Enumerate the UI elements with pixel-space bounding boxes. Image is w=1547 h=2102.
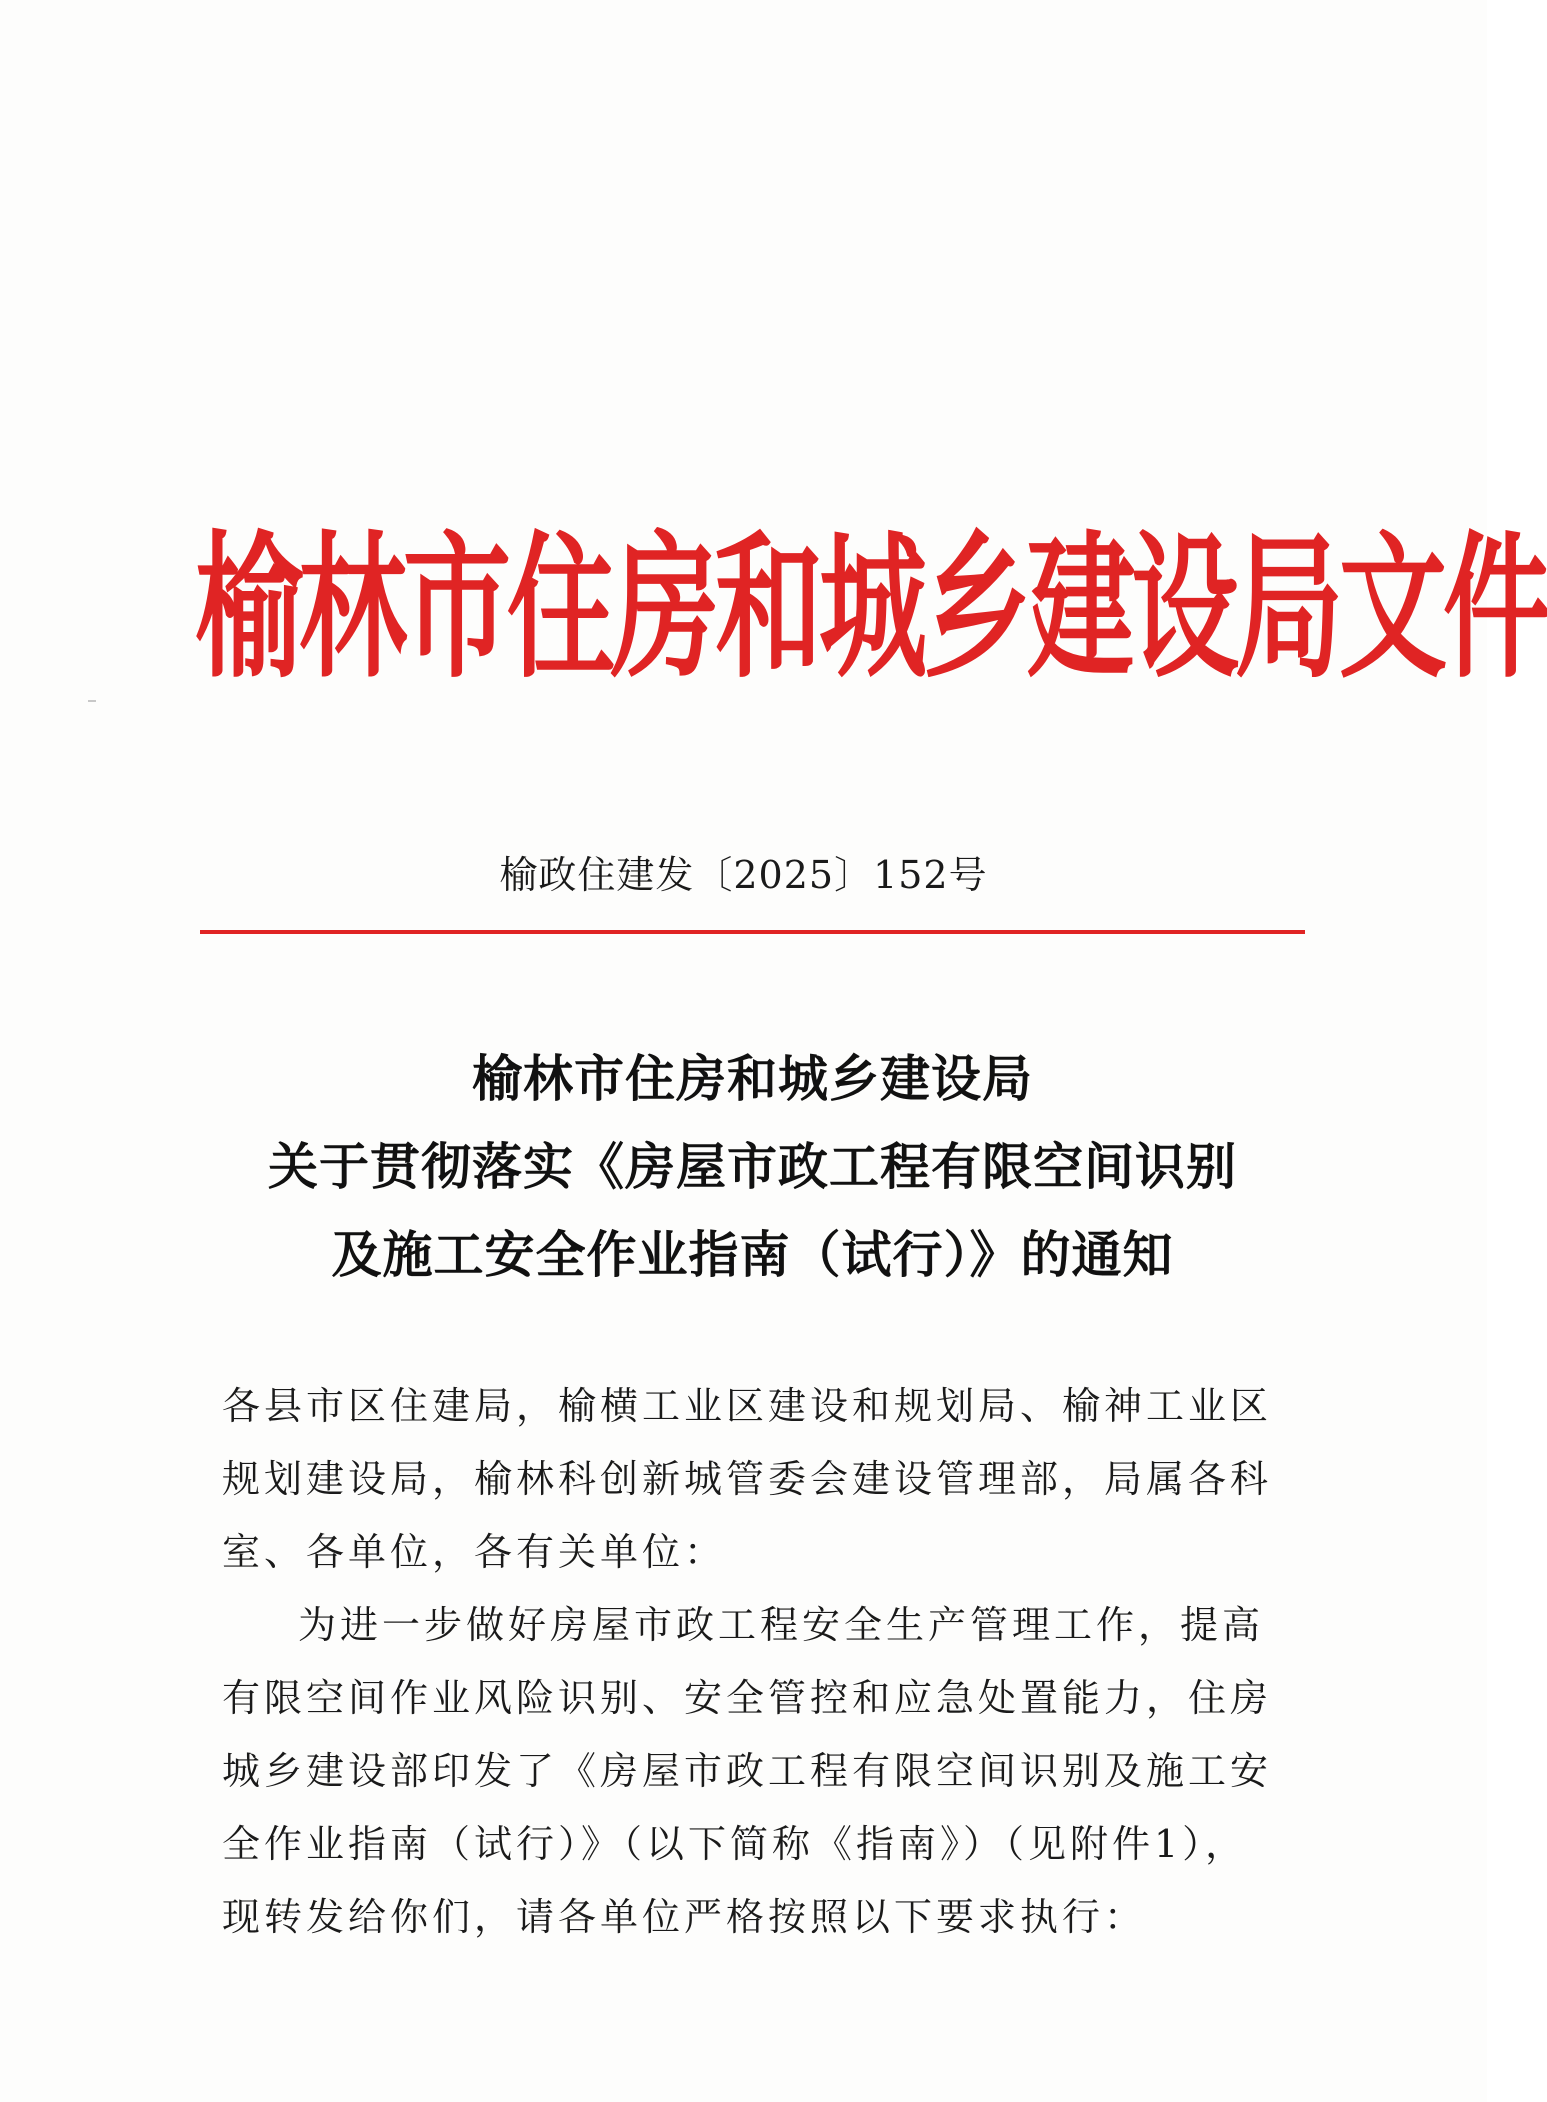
title-line-1: 榆林市住房和城乡建设局 bbox=[472, 1050, 1033, 1108]
title-line-3: 及施工安全作业指南（试行）》的通知 bbox=[331, 1226, 1174, 1284]
notice-body bbox=[222, 1370, 1282, 1954]
scan-mark bbox=[88, 700, 96, 702]
notice-title bbox=[200, 1035, 1305, 1299]
red-divider-line bbox=[200, 930, 1305, 934]
masthead-title: 榆林市住房和城乡建设局文件 bbox=[195, 518, 1547, 700]
body-paragraph-1: 为进一步做好房屋市政工程安全生产管理工作，提高有限空间作业风险识别、安全管控和应急处置能力，住房城乡建设部印发了《房屋市政工程有限空间识别及施工安全作业指南（试行）》（以下简称《指南》）（见附件1），现转发给你们，请各单位严格按照以下要求执行： bbox=[222, 1603, 1273, 1939]
title-line-2: 关于贯彻落实《房屋市政工程有限空间识别 bbox=[268, 1138, 1237, 1196]
document-number: 榆政住建发〔2025〕152号 bbox=[499, 853, 988, 897]
recipients-paragraph: 各县市区住建局，榆横工业区建设和规划局、榆神工业区规划建设局，榆林科创新城管委会建设管理部，局属各科室、各单位，各有关单位： bbox=[222, 1384, 1273, 1574]
